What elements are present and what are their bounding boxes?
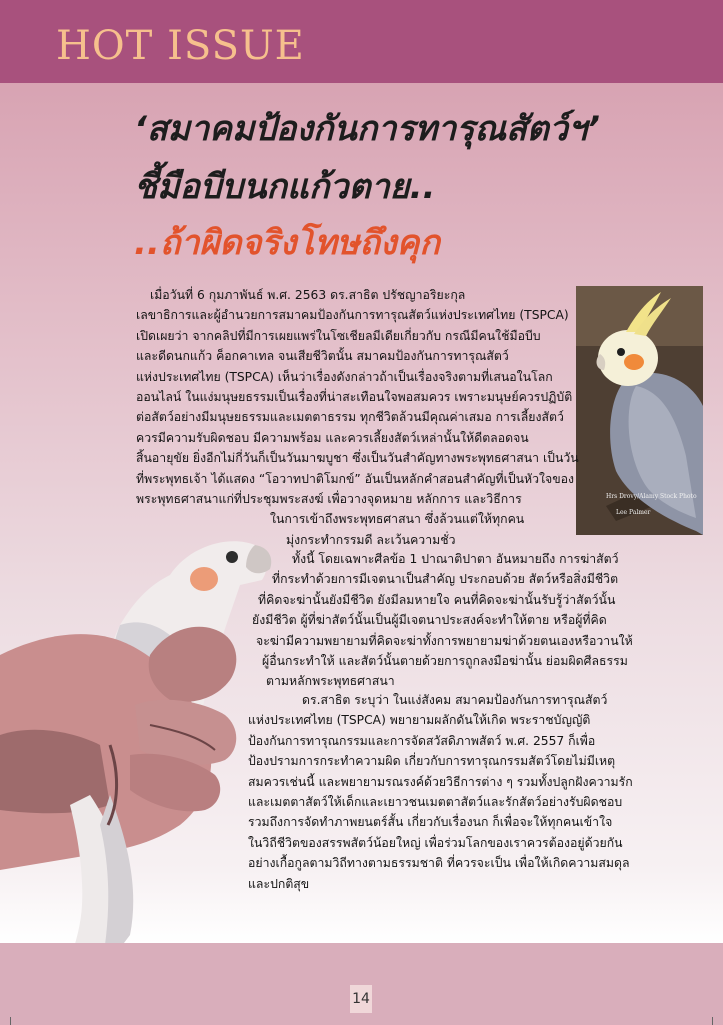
text-line: รวมถึงการจัดทำภาพยนตร์สั้น เกี่ยวกับเรื่องนก ก็เพื่อจะให้ทุกคนเข้าใจ — [248, 815, 613, 830]
text-line: ทั้งนี้ โดยเฉพาะศีลข้อ 1 ปาณาติปาตา อันหมายถึง การฆ่าสัตว์ — [292, 552, 619, 566]
crop-mark — [10, 1017, 11, 1025]
header-band — [0, 0, 723, 83]
text-line: และดีดนกแก้ว ค็อกคาเทล จนเสียชีวิตนั้น สมาคมป้องกันการทารุณสัตว์ — [136, 349, 509, 364]
headline-line-2: ชี้มือบีบนกแก้วตาย.. — [134, 167, 436, 207]
cockatiel-photo — [576, 286, 703, 535]
photo-credit-1: Hrs Drovy/Alamy Stock Photo — [606, 493, 697, 500]
text-line: ต่อสัตว์อย่างมีมนุษยธรรมและเมตตาธรรม ทุกชีวิตล้วนมีคุณค่าเสมอ การเลี้ยงสัตว์ — [136, 410, 564, 425]
text-line: ที่คิดจะฆ่านั้นยังมีชีวิต ยังมีลมหายใจ คนที่คิดจะฆ่านั้นรับรู้ว่าสัตว์นั้น — [258, 592, 616, 607]
headline-line-3: ..ถ้าผิดจริงโทษถึงคุก — [134, 223, 440, 263]
article-paragraph-2 — [0, 549, 633, 692]
headline-line-1: ‘สมาคมป้องกันการทารุณสัตว์ฯ’ — [134, 109, 600, 149]
text-line: ป้องกันการทารุณกรรมและการจัดสวัสดิภาพสัตว์ พ.ศ. 2557 ก็เพื่อ — [248, 733, 596, 748]
text-line: พระพุทธศาสนาแก่ที่ประชุมพระสงฆ์ เพื่อวางจุดหมาย หลักการ และวิธีการ — [136, 492, 522, 507]
text-line: อย่างเกื้อกูลตามวิถีทางตามธรรมชาติ ที่ควรจะเป็น เพื่อให้เกิดความสมดุล — [248, 856, 630, 871]
text-line: เลขาธิการและผู้อำนวยการสมาคมป้องกันการทารุณสัตว์แห่งประเทศไทย (TSPCA) — [136, 308, 569, 323]
text-line: และปกติสุข — [248, 876, 310, 891]
photo-credit-2: Lee Palmer — [616, 509, 651, 516]
text-line: จะฆ่ามีความพยายามที่คิดจะฆ่าทั้งการพยายามฆ่าด้วยตนเองหรือวานให้ — [256, 633, 633, 648]
text-line: ที่พระพุทธเจ้า ได้แสดง “โอวาทปาติโมกข์” อันเป็นหลักคำสอนสำคัญที่เป็นหัวใจของ — [136, 471, 575, 486]
text-line: ออนไลน์ ในแง่มนุษยธรรมเป็นเรื่องที่น่าสะเทือนใจพอสมควร เพราะมนุษย์ควรปฏิบัติ — [136, 390, 573, 405]
text-line: แห่งประเทศไทย (TSPCA) พยายามผลักดันให้เกิด พระราชบัญญัติ — [248, 713, 591, 728]
text-line: แห่งประเทศไทย (TSPCA) เห็นว่าเรื่องดังกล่าวถ้าเป็นเรื่องจริงตามที่เสนอในโลก — [136, 369, 553, 384]
text-line: ที่กระทำด้วยการมีเจตนาเป็นสำคัญ ประกอบด้วย สัตว์หรือสิ่งมีชีวิต — [272, 572, 619, 587]
text-line: และเมตตาสัตว์ให้เด็กและเยาวชนเมตตาสัตว์และรักสัตว์อย่างรับผิดชอบ — [248, 795, 623, 810]
text-line: สิ้นอายุขัย ยิ่งอีกไม่กี่วันก็เป็นวันมาฆบูชา ซึ่งเป็นวันสำคัญทางพระพุทธศาสนา เป็นวัน — [136, 451, 579, 466]
section-title: HOT ISSUE — [56, 23, 305, 69]
text-line: ในการเข้าถึงพระพุทธศาสนา ซึ่งล้วนแต่ให้ทุกคน — [270, 512, 525, 527]
crop-mark — [712, 1017, 713, 1025]
text-line: เมื่อวันที่ 6 กุมภาพันธ์ พ.ศ. 2563 ดร.สาธิต ปรัชญาอริยะกุล — [150, 288, 466, 302]
text-line: ป้องปรามการกระทำความผิด เกี่ยวกับการทารุณกรรมสัตว์โดยไม่มีเหตุ — [248, 754, 616, 769]
article-paragraph-1 — [136, 285, 579, 550]
text-line: มุ่งกระทำกรรมดี ละเว้นความชั่ว — [286, 532, 456, 547]
article-paragraph-3 — [248, 690, 633, 894]
text-line: เปิดเผยว่า จากคลิปที่มีการเผยแพร่ในโซเชียลมีเดียเกี่ยวกับ กรณีมีคนใช้มือบีบ — [136, 328, 541, 343]
text-line: สมควรเช่นนี้ และพยายามรณรงค์ด้วยวิธีการต่าง ๆ รวมทั้งปลูกฝังความรัก — [248, 774, 633, 789]
text-line: ยังมีชีวิต ผู้ที่ฆ่าสัตว์นั้นเป็นผู้มีเจตนาประสงค์จะทำให้ตาย หรือผู้ที่คิด — [252, 613, 607, 628]
page-number: 14 — [350, 985, 372, 1013]
text-line: ดร.สาธิต ระบุว่า ในแง่สังคม สมาคมป้องกันการทารุณสัตว์ — [302, 693, 608, 707]
text-line: ควรมีความรับผิดชอบ มีความพร้อม และควรเลี้ยงสัตว์เหล่านั้นให้ดีตลอดจน — [136, 430, 529, 445]
text-line: ตามหลักพระพุทธศาสนา — [266, 674, 395, 689]
cockatiel-photo-image — [576, 286, 703, 535]
text-line: ในวิถีชีวิตของสรรพสัตว์น้อยใหญ่ เพื่อร่วมโลกของเราควรต้องอยู่ด้วยกัน — [248, 835, 623, 850]
text-line: ผู้อื่นกระทำให้ และสัตว์นั้นตายด้วยการถูกลงมือฆ่านั้น ย่อมผิดศีลธรรม — [262, 654, 628, 669]
